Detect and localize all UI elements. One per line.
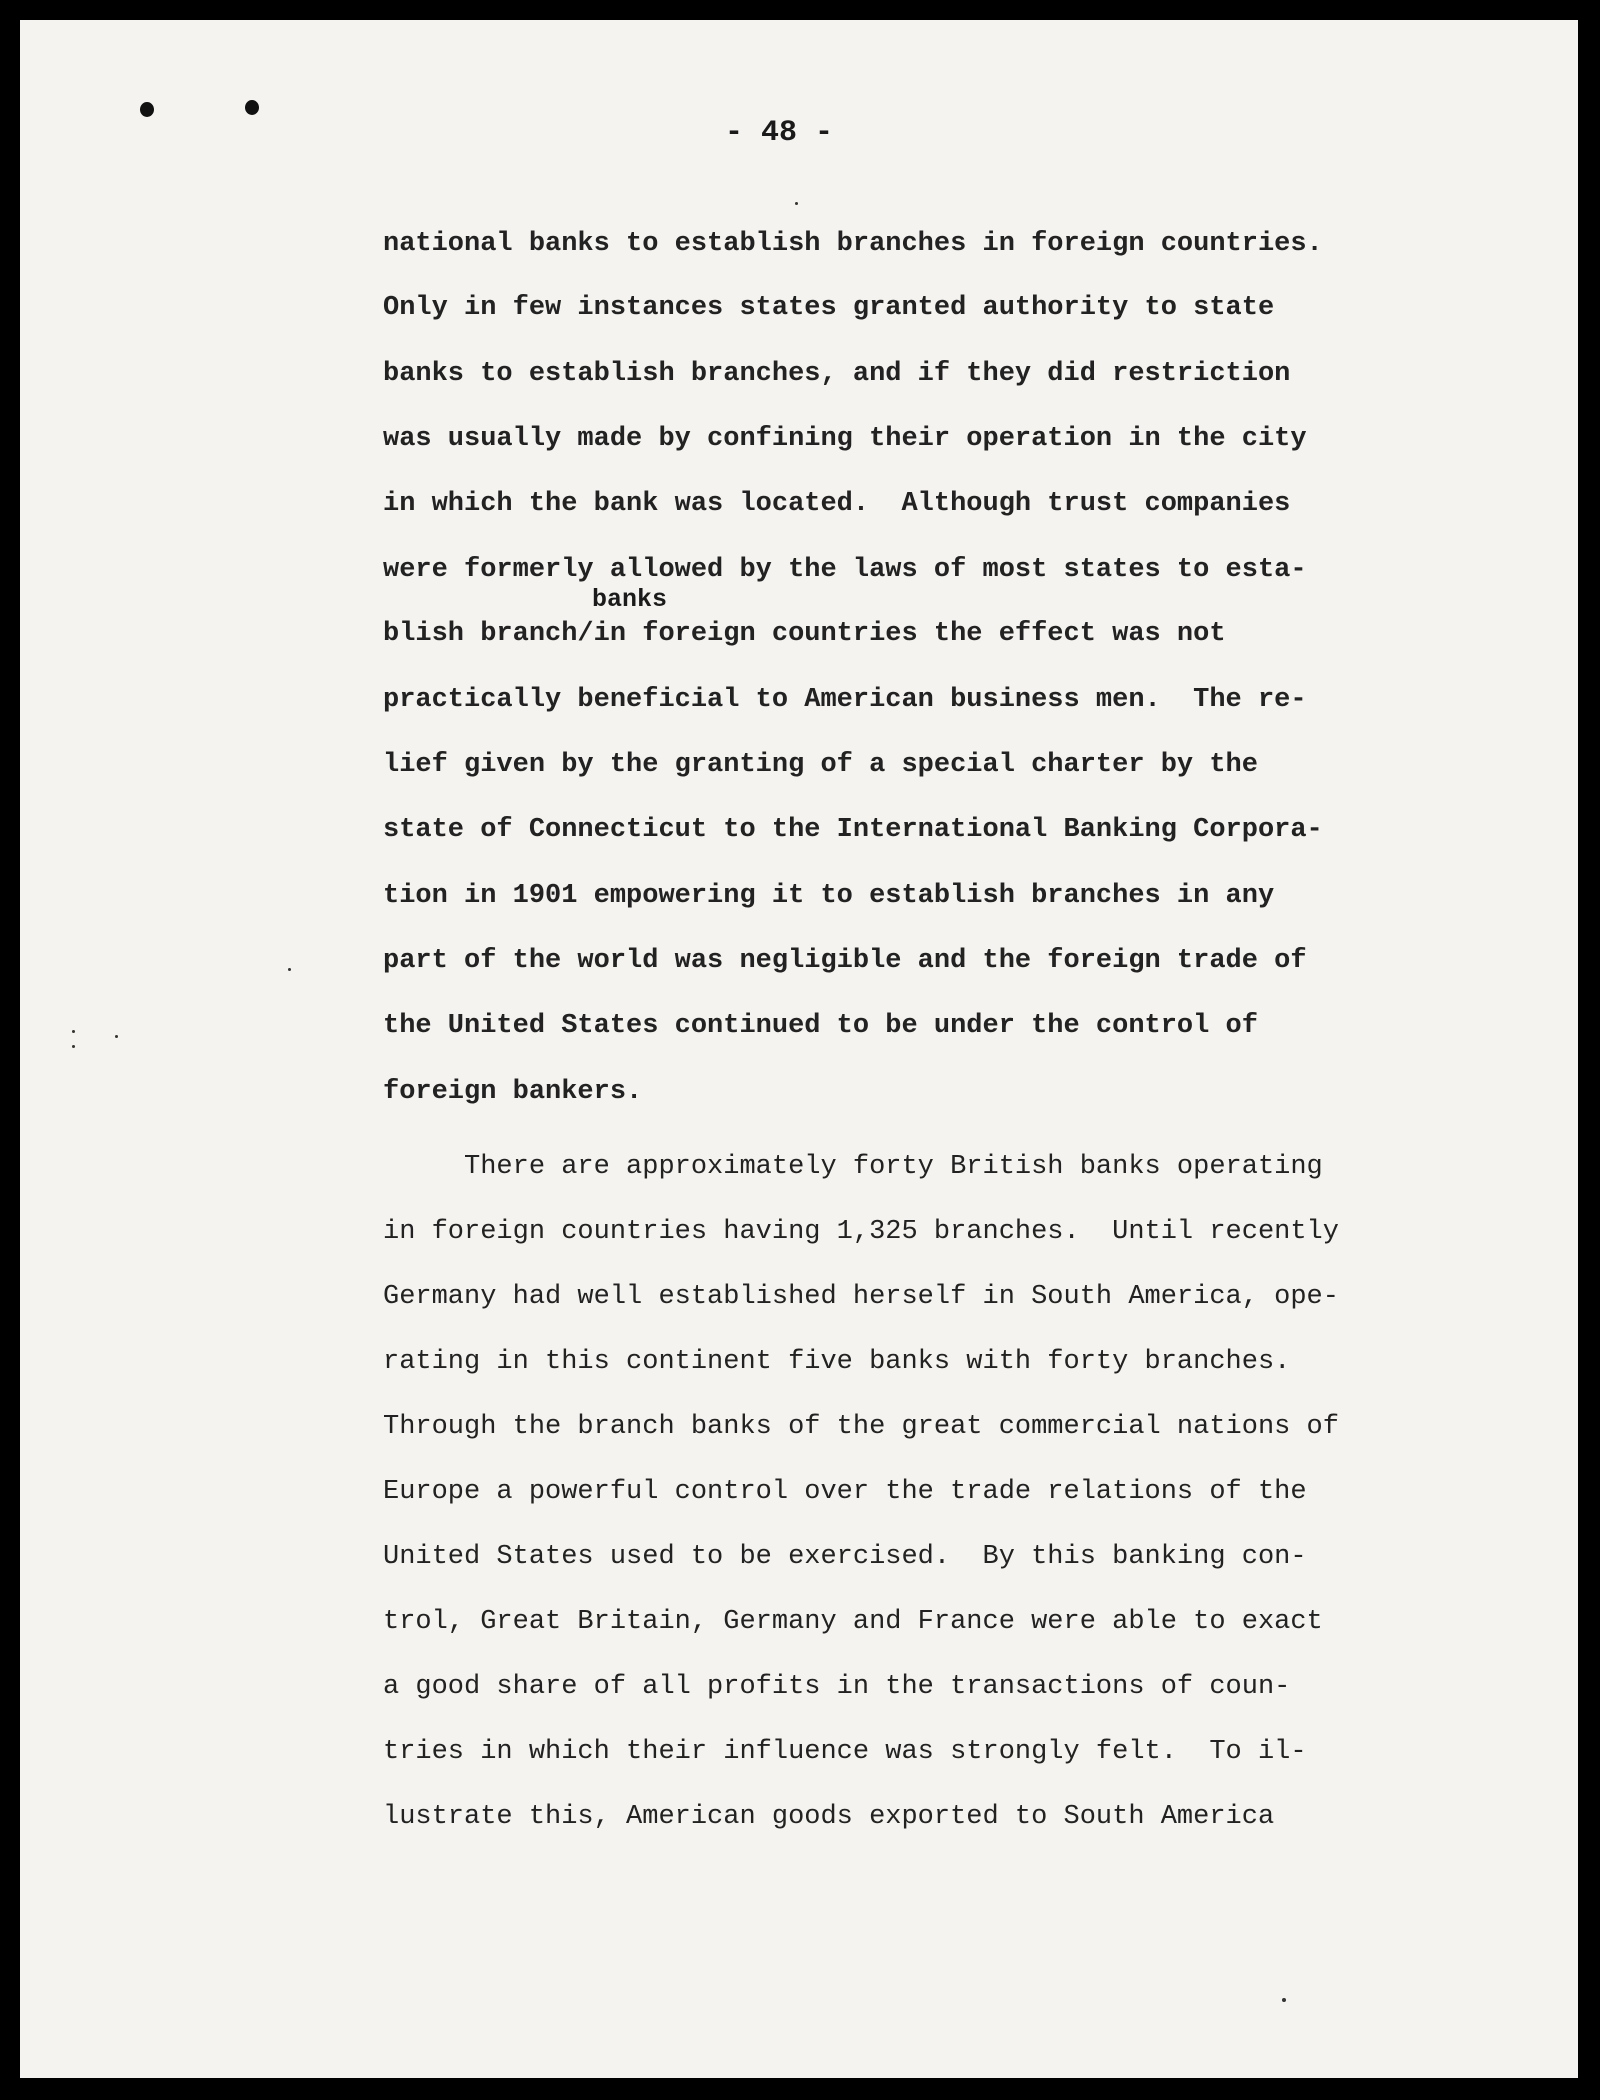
punch-hole-left (140, 102, 154, 117)
text-line: foreign bankers. (383, 1077, 643, 1107)
text-line: United States used to be exercised. By this banking con- (383, 1542, 1307, 1572)
handwritten-insertion: banks (592, 585, 668, 614)
text-line: lustrate this, American goods exported to South America (383, 1802, 1275, 1832)
text-line: tries in which their influence was strongly felt. To il- (383, 1737, 1307, 1767)
text-line: was usually made by confining their operation in the city (383, 424, 1307, 454)
text-line: in foreign countries having 1,325 branches. Until recently (383, 1217, 1339, 1247)
document-page (20, 20, 1578, 2078)
text-line: a good share of all profits in the transactions of coun- (383, 1672, 1291, 1702)
text-line: Germany had well established herself in South America, ope- (383, 1282, 1339, 1312)
text-line: There are approximately forty British banks operating (383, 1152, 1323, 1182)
text-line: banks to establish branches, and if they did restriction (383, 359, 1291, 389)
text-line: in which the bank was located. Although trust companies (383, 489, 1291, 519)
text-line: rating in this continent five banks with forty branches. (383, 1347, 1291, 1377)
text-line: state of Connecticut to the International Banking Corpora- (383, 815, 1323, 845)
text-line: Europe a powerful control over the trade relations of the (383, 1477, 1307, 1507)
text-line: practically beneficial to American business men. The re- (383, 685, 1307, 715)
scan-speck (288, 968, 291, 971)
scan-speck (72, 1030, 75, 1033)
scan-speck (115, 1035, 118, 1038)
text-line: trol, Great Britain, Germany and France were able to exact (383, 1607, 1323, 1637)
text-line: Only in few instances states granted authority to state (383, 293, 1275, 323)
text-line: part of the world was negligible and the foreign trade of (383, 946, 1307, 976)
scan-speck (72, 1045, 75, 1048)
scan-speck (795, 202, 798, 205)
text-line: the United States continued to be under the control of (383, 1011, 1258, 1041)
text-line: blish branch/in foreign countries the effect was not (383, 619, 1226, 649)
text-line: lief given by the granting of a special charter by the (383, 750, 1258, 780)
text-line: tion in 1901 empowering it to establish branches in any (383, 881, 1275, 911)
text-line: national banks to establish branches in foreign countries. (383, 229, 1323, 259)
page-number: - 48 - (724, 116, 834, 150)
scan-speck (1282, 1998, 1286, 2002)
punch-hole-right (245, 100, 259, 115)
text-line: were formerly allowed by the laws of most states to esta- (383, 555, 1307, 585)
text-line: Through the branch banks of the great commercial nations of (383, 1412, 1339, 1442)
